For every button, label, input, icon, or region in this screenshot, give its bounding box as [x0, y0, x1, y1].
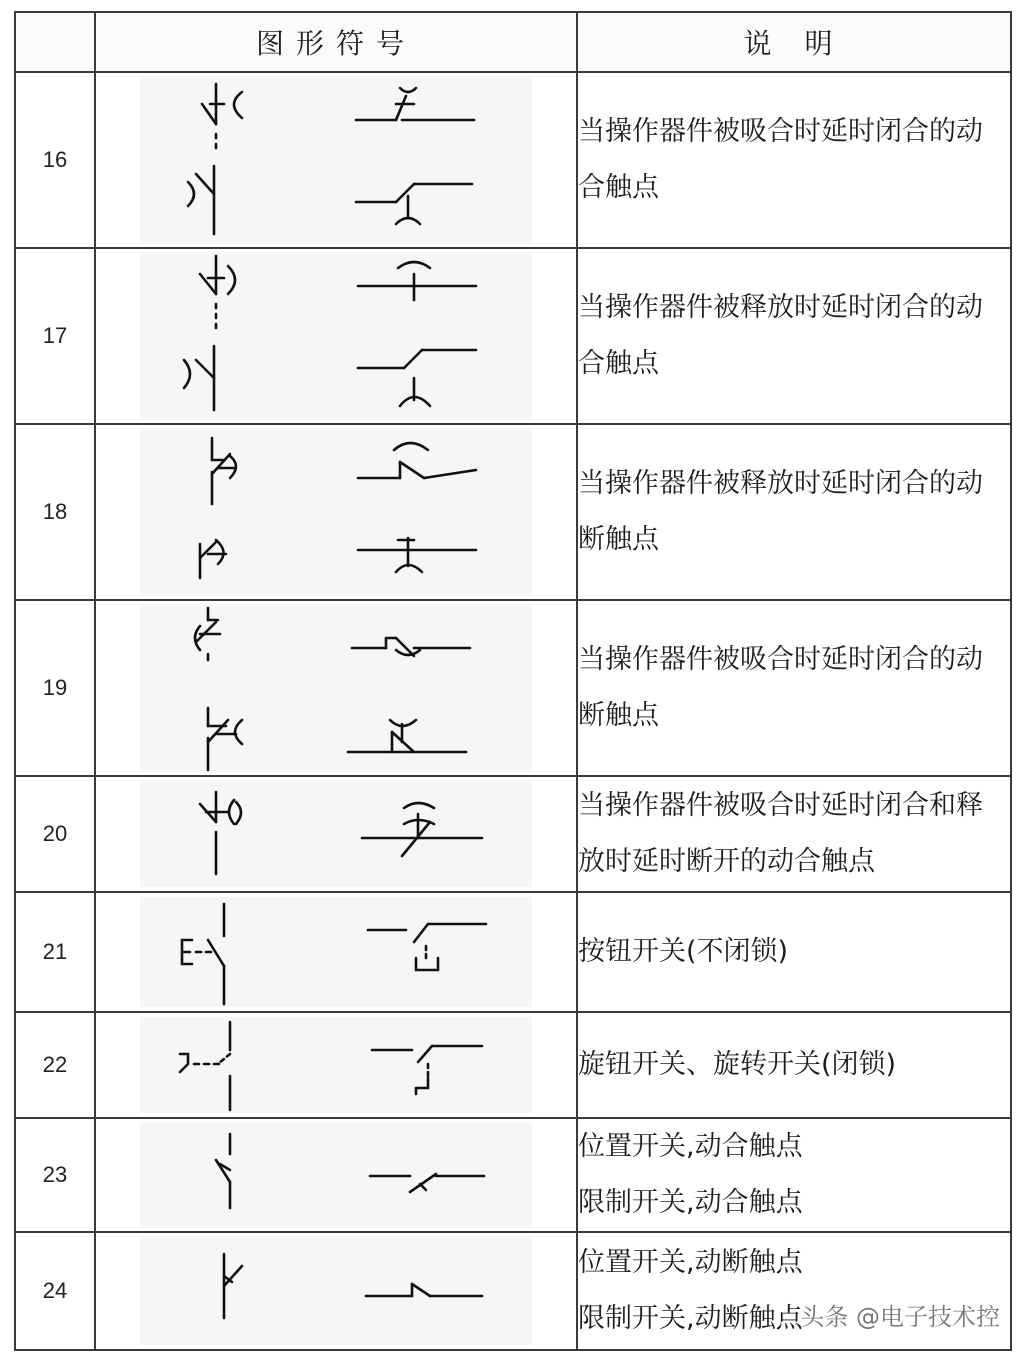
desc-line: 合触点 — [578, 172, 659, 203]
table-row — [15, 892, 1011, 1012]
table-row — [15, 1118, 1011, 1232]
row-number: 24 — [15, 1232, 95, 1350]
desc-line: 当操作器件被释放时延时闭合的动 — [578, 468, 983, 499]
symbol-cell — [95, 776, 577, 892]
delayed-make-release-contact-symbol — [96, 778, 574, 890]
position-switch-break-symbol — [96, 1234, 574, 1348]
row-description — [577, 1232, 1011, 1350]
row-description — [577, 1012, 1011, 1118]
row-description — [577, 776, 1011, 892]
row-description — [577, 248, 1011, 424]
header-symbol: 图形符号 — [95, 12, 577, 72]
symbol-table — [14, 11, 1012, 1351]
table-row — [15, 776, 1011, 892]
header-num — [15, 12, 95, 72]
row-number: 23 — [15, 1118, 95, 1232]
row-description — [577, 600, 1011, 776]
desc-line: 合触点 — [578, 348, 659, 379]
row-number: 21 — [15, 892, 95, 1012]
desc-line: 当操作器件被吸合时延时闭合的动 — [578, 644, 983, 675]
push-button-switch-symbol — [96, 894, 574, 1010]
desc-line: 限制开关,动断触点 — [578, 1303, 803, 1334]
row-description — [577, 1118, 1011, 1232]
desc-line: 位置开关,动合触点 — [578, 1131, 803, 1162]
row-number: 17 — [15, 248, 95, 424]
row-description — [577, 424, 1011, 600]
desc-line: 当操作器件被吸合时延时闭合的动 — [578, 116, 983, 147]
row-number: 20 — [15, 776, 95, 892]
delayed-release-make-contact-symbol — [96, 250, 574, 422]
row-number: 19 — [15, 600, 95, 776]
row-number: 22 — [15, 1012, 95, 1118]
desc-line: 按钮开关(不闭锁) — [578, 936, 789, 967]
rotary-switch-symbol — [96, 1014, 574, 1116]
desc-line: 当操作器件被释放时延时闭合的动 — [578, 292, 983, 323]
table-row — [15, 1232, 1011, 1350]
desc-line: 旋钮开关、旋转开关(闭锁) — [578, 1049, 897, 1080]
symbol-cell — [95, 248, 577, 424]
desc-line: 断触点 — [578, 700, 659, 731]
delayed-make-break-contact-symbol — [96, 602, 574, 774]
symbol-cell — [95, 1012, 577, 1118]
delayed-release-break-contact-symbol — [96, 426, 574, 598]
symbol-cell — [95, 72, 577, 248]
table-row — [15, 1012, 1011, 1118]
row-number: 16 — [15, 72, 95, 248]
desc-line: 放时延时断开的动合触点 — [578, 846, 875, 877]
symbol-cell — [95, 892, 577, 1012]
row-description — [577, 892, 1011, 1012]
symbol-cell — [95, 600, 577, 776]
header-description: 说 明 — [577, 12, 1011, 72]
position-switch-make-symbol — [96, 1120, 574, 1230]
symbol-cell — [95, 1118, 577, 1232]
table-row — [15, 424, 1011, 600]
watermark: 头条 @电子技术控 — [800, 1303, 1000, 1331]
desc-line: 断触点 — [578, 524, 659, 555]
symbol-cell — [95, 1232, 577, 1350]
header-row — [15, 12, 1011, 72]
table-row — [15, 600, 1011, 776]
desc-line: 位置开关,动断触点 — [578, 1247, 803, 1278]
row-number: 18 — [15, 424, 95, 600]
table-row — [15, 72, 1011, 248]
table-row — [15, 248, 1011, 424]
row-description — [577, 72, 1011, 248]
delayed-make-contact-symbol — [96, 74, 574, 246]
desc-line: 当操作器件被吸合时延时闭合和释 — [578, 790, 983, 821]
symbol-cell — [95, 424, 577, 600]
desc-line: 限制开关,动合触点 — [578, 1187, 803, 1218]
